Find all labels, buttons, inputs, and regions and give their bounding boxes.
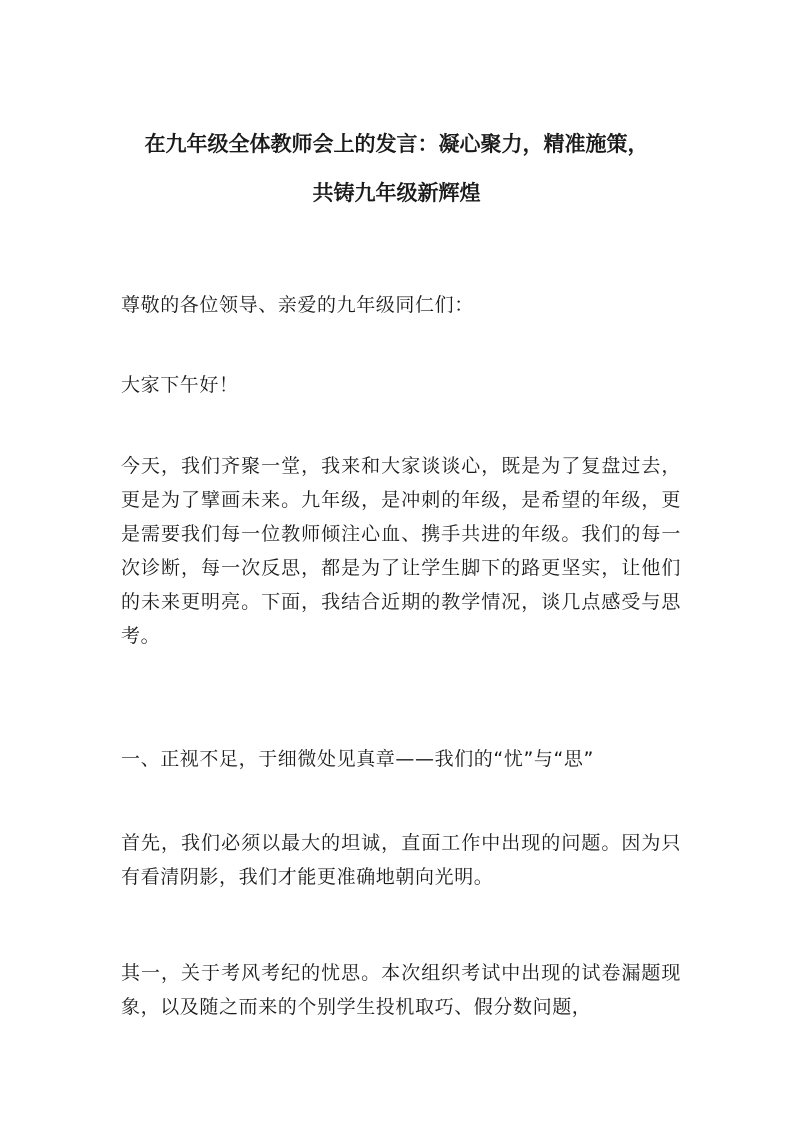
salutation-paragraph: 尊敬的各位领导、亲爱的九年级同仁们： [121,294,474,316]
document-title-line-1: 在九年级全体教师会上的发言：凝心聚力，精准施策， [144,131,649,156]
first-paragraph: 首先，我们必须以最大的坦诚，直面工作中出现的问题。因为只有看清阴影，我们才能更准确地朝向光明。 [121,832,681,888]
document-title-line-2: 共铸九年级新辉煌 [312,180,481,205]
section-1-heading: 一、正视不足，于细微处见真章——我们的“忧”与“思” [121,748,594,770]
greeting-paragraph: 大家下午好！ [121,374,239,396]
intro-paragraph: 今天，我们齐聚一堂，我来和大家谈谈心，既是为了复盘过去，更是为了擘画未来。九年级，是冲刺的年级，是希望的年级，更是需要我们每一位教师倾注心血、携手共进的年级。我们的每一次诊断，每一次反思，都是为了让学生脚下的路更坚实，让他们的未来更明亮。下面，我结合近期的教学情况，谈几点感受与思考。 [121,455,681,647]
point-one-paragraph: 其一，关于考风考纪的忧思。本次组织考试中出现的试卷漏题现象，以及随之而来的个别学生投机取巧、假分数问题， [121,962,681,1018]
